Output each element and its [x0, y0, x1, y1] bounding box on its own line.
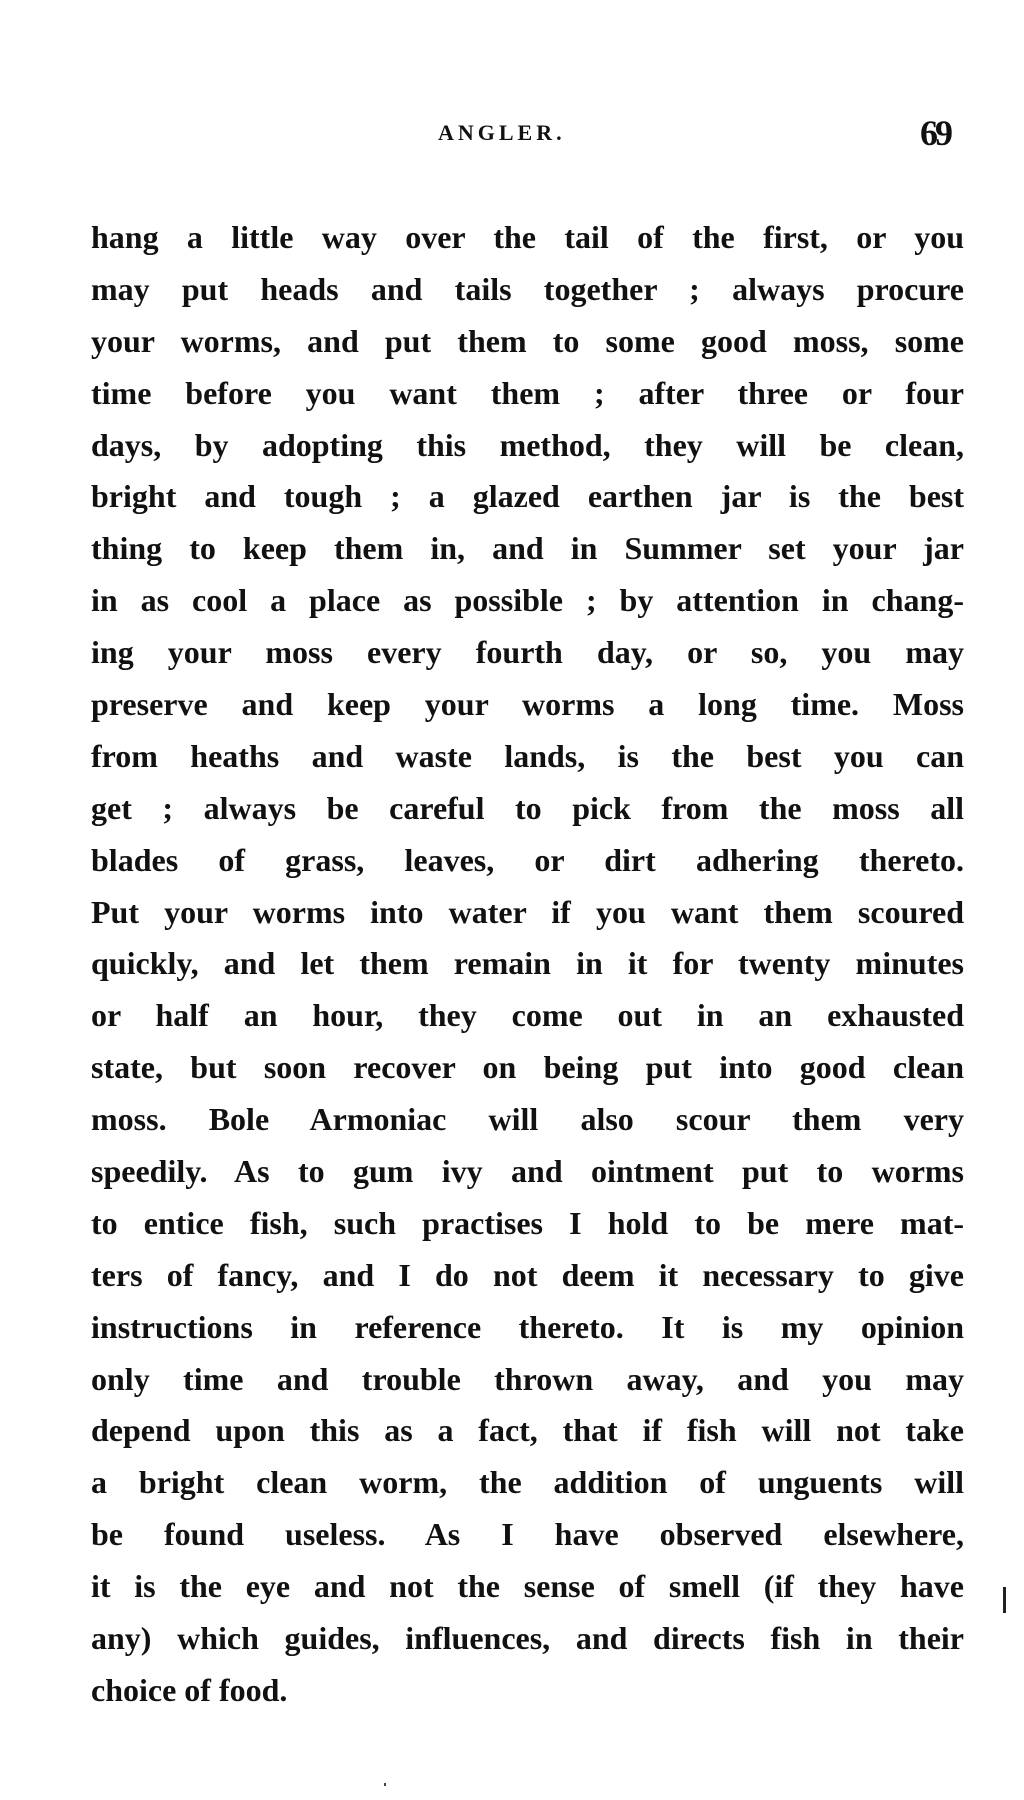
text-line-content: your worms, and put them to some good moss, some — [91, 322, 964, 359]
text-line — [91, 368, 964, 420]
text-line — [91, 575, 964, 627]
text-line — [91, 420, 964, 472]
text-line — [91, 1405, 964, 1457]
text-line-content: choice of food. — [91, 1671, 288, 1708]
text-line — [91, 1354, 964, 1406]
text-line-content: only time and trouble thrown away, and you may — [91, 1360, 964, 1397]
text-line-content: be found useless. As I have observed elsewhere, — [91, 1516, 964, 1553]
text-line — [91, 835, 964, 887]
text-line-content: state, but soon recover on being put into good clean — [91, 1049, 964, 1086]
text-line-content: from heaths and waste lands, is the best you can — [91, 737, 964, 774]
text-line — [91, 990, 964, 1042]
text-line-content: Put your worms into water if you want them scoured — [91, 893, 964, 930]
text-line-content: any) which guides, influences, and directs fish in their — [91, 1620, 964, 1657]
text-line-content: may put heads and tails together ; always procure — [91, 270, 964, 307]
text-line — [91, 1094, 964, 1146]
text-line-content: depend upon this as a fact, that if fish will not take — [91, 1412, 964, 1449]
text-line — [91, 1042, 964, 1094]
text-line-content: quickly, and let them remain in it for twenty minutes — [91, 945, 964, 982]
running-head-title: ANGLER. — [438, 120, 566, 145]
text-line-content: time before you want them ; after three or four — [91, 374, 964, 411]
text-line-content: get ; always be careful to pick from the moss all — [91, 789, 964, 826]
text-line-content: bright and tough ; a glazed earthen jar is the best — [91, 478, 964, 515]
text-line-content: preserve and keep your worms a long time. Moss — [91, 686, 964, 723]
text-line-content: thing to keep them in, and in Summer set your jar — [91, 530, 964, 567]
text-line-content: a bright clean worm, the addition of unguents will — [91, 1464, 964, 1501]
text-line-content: ing your moss every fourth day, or so, you may — [91, 634, 964, 671]
text-line-content: days, by adopting this method, they will be clean, — [91, 426, 964, 463]
text-line — [91, 887, 964, 939]
text-line — [91, 264, 964, 316]
text-line-content: ters of fancy, and I do not deem it necessary to give — [91, 1256, 964, 1293]
margin-mark — [1003, 1587, 1006, 1613]
text-line — [91, 1250, 964, 1302]
text-line — [91, 731, 964, 783]
text-line-content: moss. Bole Armoniac will also scour them very — [91, 1101, 964, 1138]
text-line — [91, 1509, 964, 1561]
text-line — [91, 1665, 964, 1717]
text-line — [91, 783, 964, 835]
text-line — [91, 1198, 964, 1250]
text-line — [91, 1146, 964, 1198]
text-line — [91, 1457, 964, 1509]
text-line — [91, 1613, 964, 1665]
body-text — [91, 212, 964, 1717]
text-line-content: hang a little way over the tail of the first, or you — [91, 219, 964, 255]
page-number: 69 — [920, 113, 950, 153]
running-head — [0, 113, 1024, 156]
text-line — [91, 679, 964, 731]
text-line-content: in as cool a place as possible ; by attention in chang- — [91, 582, 964, 619]
scan-speck — [384, 1783, 386, 1786]
text-line-content: or half an hour, they come out in an exhausted — [91, 997, 964, 1034]
text-line — [91, 1302, 964, 1354]
text-line-content: speedily. As to gum ivy and ointment put to worms — [91, 1153, 964, 1190]
text-line-content: blades of grass, leaves, or dirt adhering thereto. — [91, 841, 964, 878]
text-line-content: to entice fish, such practises I hold to be mere mat- — [91, 1204, 964, 1241]
text-line-content: it is the eye and not the sense of smell (if they have — [91, 1568, 964, 1605]
text-line — [91, 938, 964, 990]
text-line — [91, 471, 964, 523]
text-line — [91, 627, 964, 679]
text-line-content: instructions in reference thereto. It is my opinion — [91, 1308, 964, 1345]
text-line — [91, 212, 964, 264]
text-line — [91, 523, 964, 575]
text-line — [91, 1561, 964, 1613]
text-line — [91, 316, 964, 368]
